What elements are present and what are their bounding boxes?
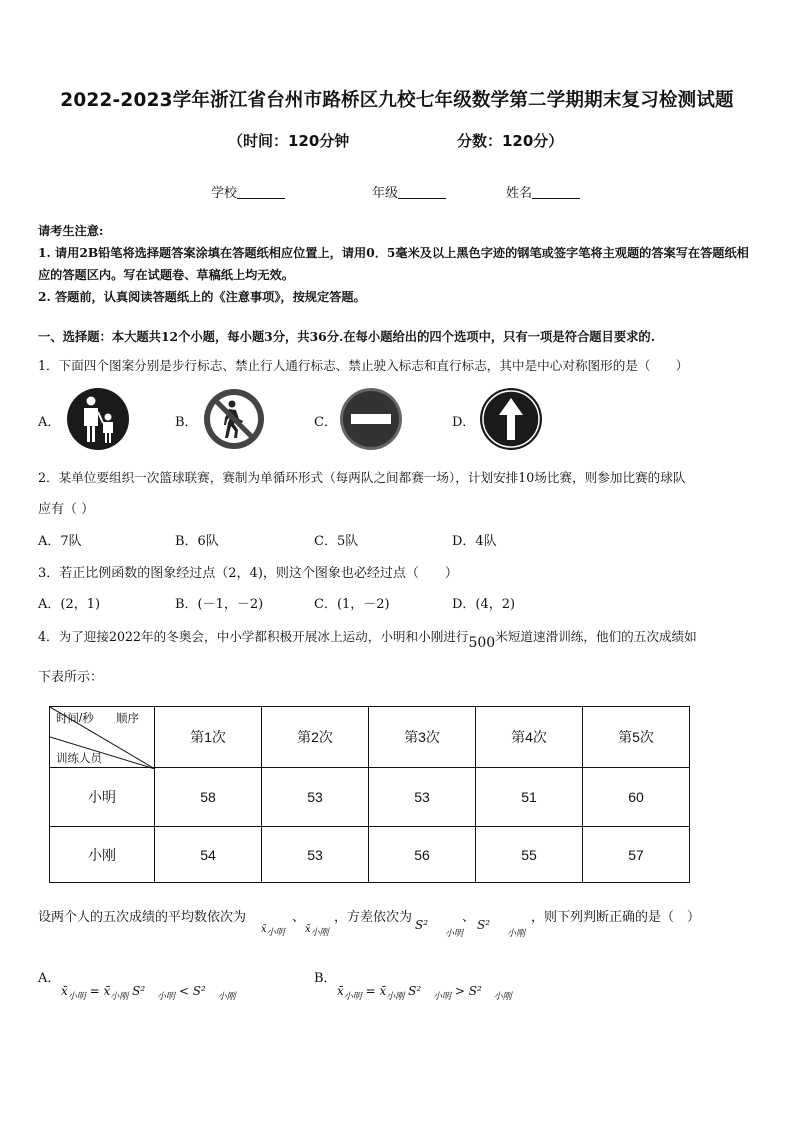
score-cell: 53 xyxy=(262,827,369,883)
header-cell: 第5次 xyxy=(583,707,690,768)
table-row xyxy=(50,827,690,883)
xbar-subscript-ming: 小明 xyxy=(266,928,285,938)
table-corner-cell xyxy=(50,707,155,768)
header-cell: 第3次 xyxy=(369,707,476,768)
header-cell: 第4次 xyxy=(476,707,583,768)
q1-option-c: C． xyxy=(314,415,337,430)
q4-option-b-formula xyxy=(337,984,512,1002)
exam-time: （时间：120分钟 xyxy=(228,132,350,150)
subscript-gang: 小刚 xyxy=(493,992,512,1002)
xbar-symbol: x̄ xyxy=(305,924,311,935)
xbar-ming xyxy=(261,922,285,938)
table-header-row xyxy=(50,707,690,768)
pedestrian-sign-icon xyxy=(66,387,130,451)
xbar-symbol: x̄ xyxy=(379,984,387,998)
variance-subscript-gang: 小刚 xyxy=(507,929,526,939)
q1-option-a: A． xyxy=(38,415,61,430)
variance-ming xyxy=(415,918,464,939)
score-cell: 53 xyxy=(262,768,369,827)
row-name-cell: 小明 xyxy=(50,768,155,827)
straight-ahead-sign-icon xyxy=(479,387,543,451)
q3-stem: 3．若正比例函数的图象经过点（2，4)，则这个图象也必经过点（ ） xyxy=(38,566,458,581)
q3-option-b: B．(－1，－2) xyxy=(175,597,264,612)
score-cell: 58 xyxy=(155,768,262,827)
no-entry-sign-icon xyxy=(339,387,403,451)
notice-item-1: 1. 请用2B铅笔将选择题答案涂填在答题纸相应位置上，请用0．5毫米及以上黑色字迹的钢笔或签字笔将主观题的答案写在答题纸相应的答题区内。写在试题卷、草稿纸上均无效。 xyxy=(38,246,749,282)
equals-sign: = xyxy=(365,984,376,998)
subscript-ming: 小明 xyxy=(433,992,452,1002)
score-cell: 56 xyxy=(369,827,476,883)
grade-label: 年级 xyxy=(372,186,399,201)
q2-option-d: D．4队 xyxy=(452,534,497,549)
corner-trainee-label: 训练人员 xyxy=(56,753,102,765)
q4-separator-1: 、 xyxy=(292,910,306,925)
greater-than-sign: > xyxy=(454,984,465,998)
header-cell: 第1次 xyxy=(155,707,262,768)
q2-option-b: B．6队 xyxy=(175,534,219,549)
name-field xyxy=(506,182,580,201)
q2-stem-line1: 2．某单位要组织一次篮球联赛，赛制为单循环形式（每两队之间都赛一场），计划安排10场比赛，则参加比赛的球队 xyxy=(38,470,686,485)
variance-subscript-ming: 小明 xyxy=(445,929,464,939)
q4-distance: 500 xyxy=(468,635,496,651)
header-cell: 第2次 xyxy=(262,707,369,768)
q4-option-b-label: B． xyxy=(314,971,337,986)
section-heading: 一、选择题：本大题共12个小题，每小题3分，共36分.在每小题给出的四个选项中，只有一项是符合题目要求的. xyxy=(38,329,656,344)
q4-option-a-label: A． xyxy=(38,971,61,986)
xbar-symbol: x̄ xyxy=(61,984,68,998)
q4-separator-2: 、 xyxy=(462,910,476,925)
q4-stem-part1: 4．为了迎接2022年的冬奥会，中小学都积极开展冰上运动，小明和小刚进行 xyxy=(38,629,469,644)
q4-stem-line2: 下表所示： xyxy=(38,670,104,685)
table-row xyxy=(50,768,690,827)
q1-option-d: D． xyxy=(452,415,476,430)
variance-gang xyxy=(477,918,526,939)
name-blank xyxy=(532,185,580,199)
notice-heading: 请考生注意: xyxy=(38,224,104,238)
q4-stem-line1 xyxy=(38,626,697,651)
subscript-ming: 小明 xyxy=(67,992,86,1002)
q4-option-a-formula xyxy=(61,984,236,1002)
variance-symbol: S² xyxy=(477,918,491,932)
q2-option-a: A．7队 xyxy=(38,534,82,549)
corner-time-label: 时间/秒 xyxy=(56,713,94,725)
exam-score: 分数：120分） xyxy=(457,132,564,150)
q2-stem-line2: 应有（ ） xyxy=(38,502,95,517)
row-name-cell: 小刚 xyxy=(50,827,155,883)
score-table xyxy=(49,706,690,883)
variance-symbol: S² xyxy=(192,984,206,998)
subscript-gang: 小刚 xyxy=(110,992,129,1002)
school-field xyxy=(211,182,285,201)
q4-stem-part3a: 设两个人的五次成绩的平均数依次为 xyxy=(38,910,247,925)
subscript-gang: 小刚 xyxy=(386,992,405,1002)
corner-order-label: 顺序 xyxy=(116,713,139,725)
score-cell: 51 xyxy=(476,768,583,827)
q3-option-d: D．(4，2) xyxy=(452,597,516,612)
score-cell: 57 xyxy=(583,827,690,883)
score-cell: 54 xyxy=(155,827,262,883)
q4-stem-part2: 米短道速滑训练，他们的五次成绩如 xyxy=(495,629,697,644)
q3-option-a: A．(2，1) xyxy=(38,597,101,612)
variance-symbol: S² xyxy=(468,984,482,998)
notice-item-2: 2. 答题前，认真阅读答题纸上的《注意事项》，按规定答题。 xyxy=(38,290,366,304)
variance-symbol: S² xyxy=(132,984,146,998)
q4-stem-part3c: ，则下列判断正确的是（ ） xyxy=(531,910,701,925)
xbar-symbol: x̄ xyxy=(337,984,344,998)
variance-symbol: S² xyxy=(408,984,422,998)
xbar-symbol: x̄ xyxy=(103,984,111,998)
xbar-gang xyxy=(305,922,329,938)
grade-blank xyxy=(398,185,446,199)
subscript-ming: 小明 xyxy=(343,992,362,1002)
xbar-symbol: x̄ xyxy=(261,924,267,935)
score-cell: 53 xyxy=(369,768,476,827)
no-pedestrian-sign-icon xyxy=(202,387,266,451)
xbar-subscript-gang: 小刚 xyxy=(310,928,329,938)
school-blank xyxy=(237,185,285,199)
score-cell: 60 xyxy=(583,768,690,827)
equals-sign: = xyxy=(89,984,100,998)
school-label: 学校 xyxy=(211,186,238,201)
grade-field xyxy=(372,182,446,201)
score-cell: 55 xyxy=(476,827,583,883)
page-title: 2022-2023学年浙江省台州市路桥区九校七年级数学第二学期期末复习检测试题 xyxy=(60,90,734,111)
notice-block xyxy=(38,220,760,308)
q3-option-c: C．(1，－2) xyxy=(314,597,390,612)
name-label: 姓名 xyxy=(506,186,533,201)
subscript-ming: 小明 xyxy=(157,992,176,1002)
subscript-gang: 小刚 xyxy=(217,992,236,1002)
q1-stem: 1．下面四个图案分别是步行标志、禁止行人通行标志、禁止驶入标志和直行标志，其中是中心对称图形的是（ ） xyxy=(38,358,689,373)
q1-option-b: B． xyxy=(175,415,198,430)
variance-symbol: S² xyxy=(415,918,429,932)
q2-option-c: C．5队 xyxy=(314,534,359,549)
q4-stem-part3b: ，方差依次为 xyxy=(334,910,413,925)
less-than-sign: < xyxy=(178,984,189,998)
